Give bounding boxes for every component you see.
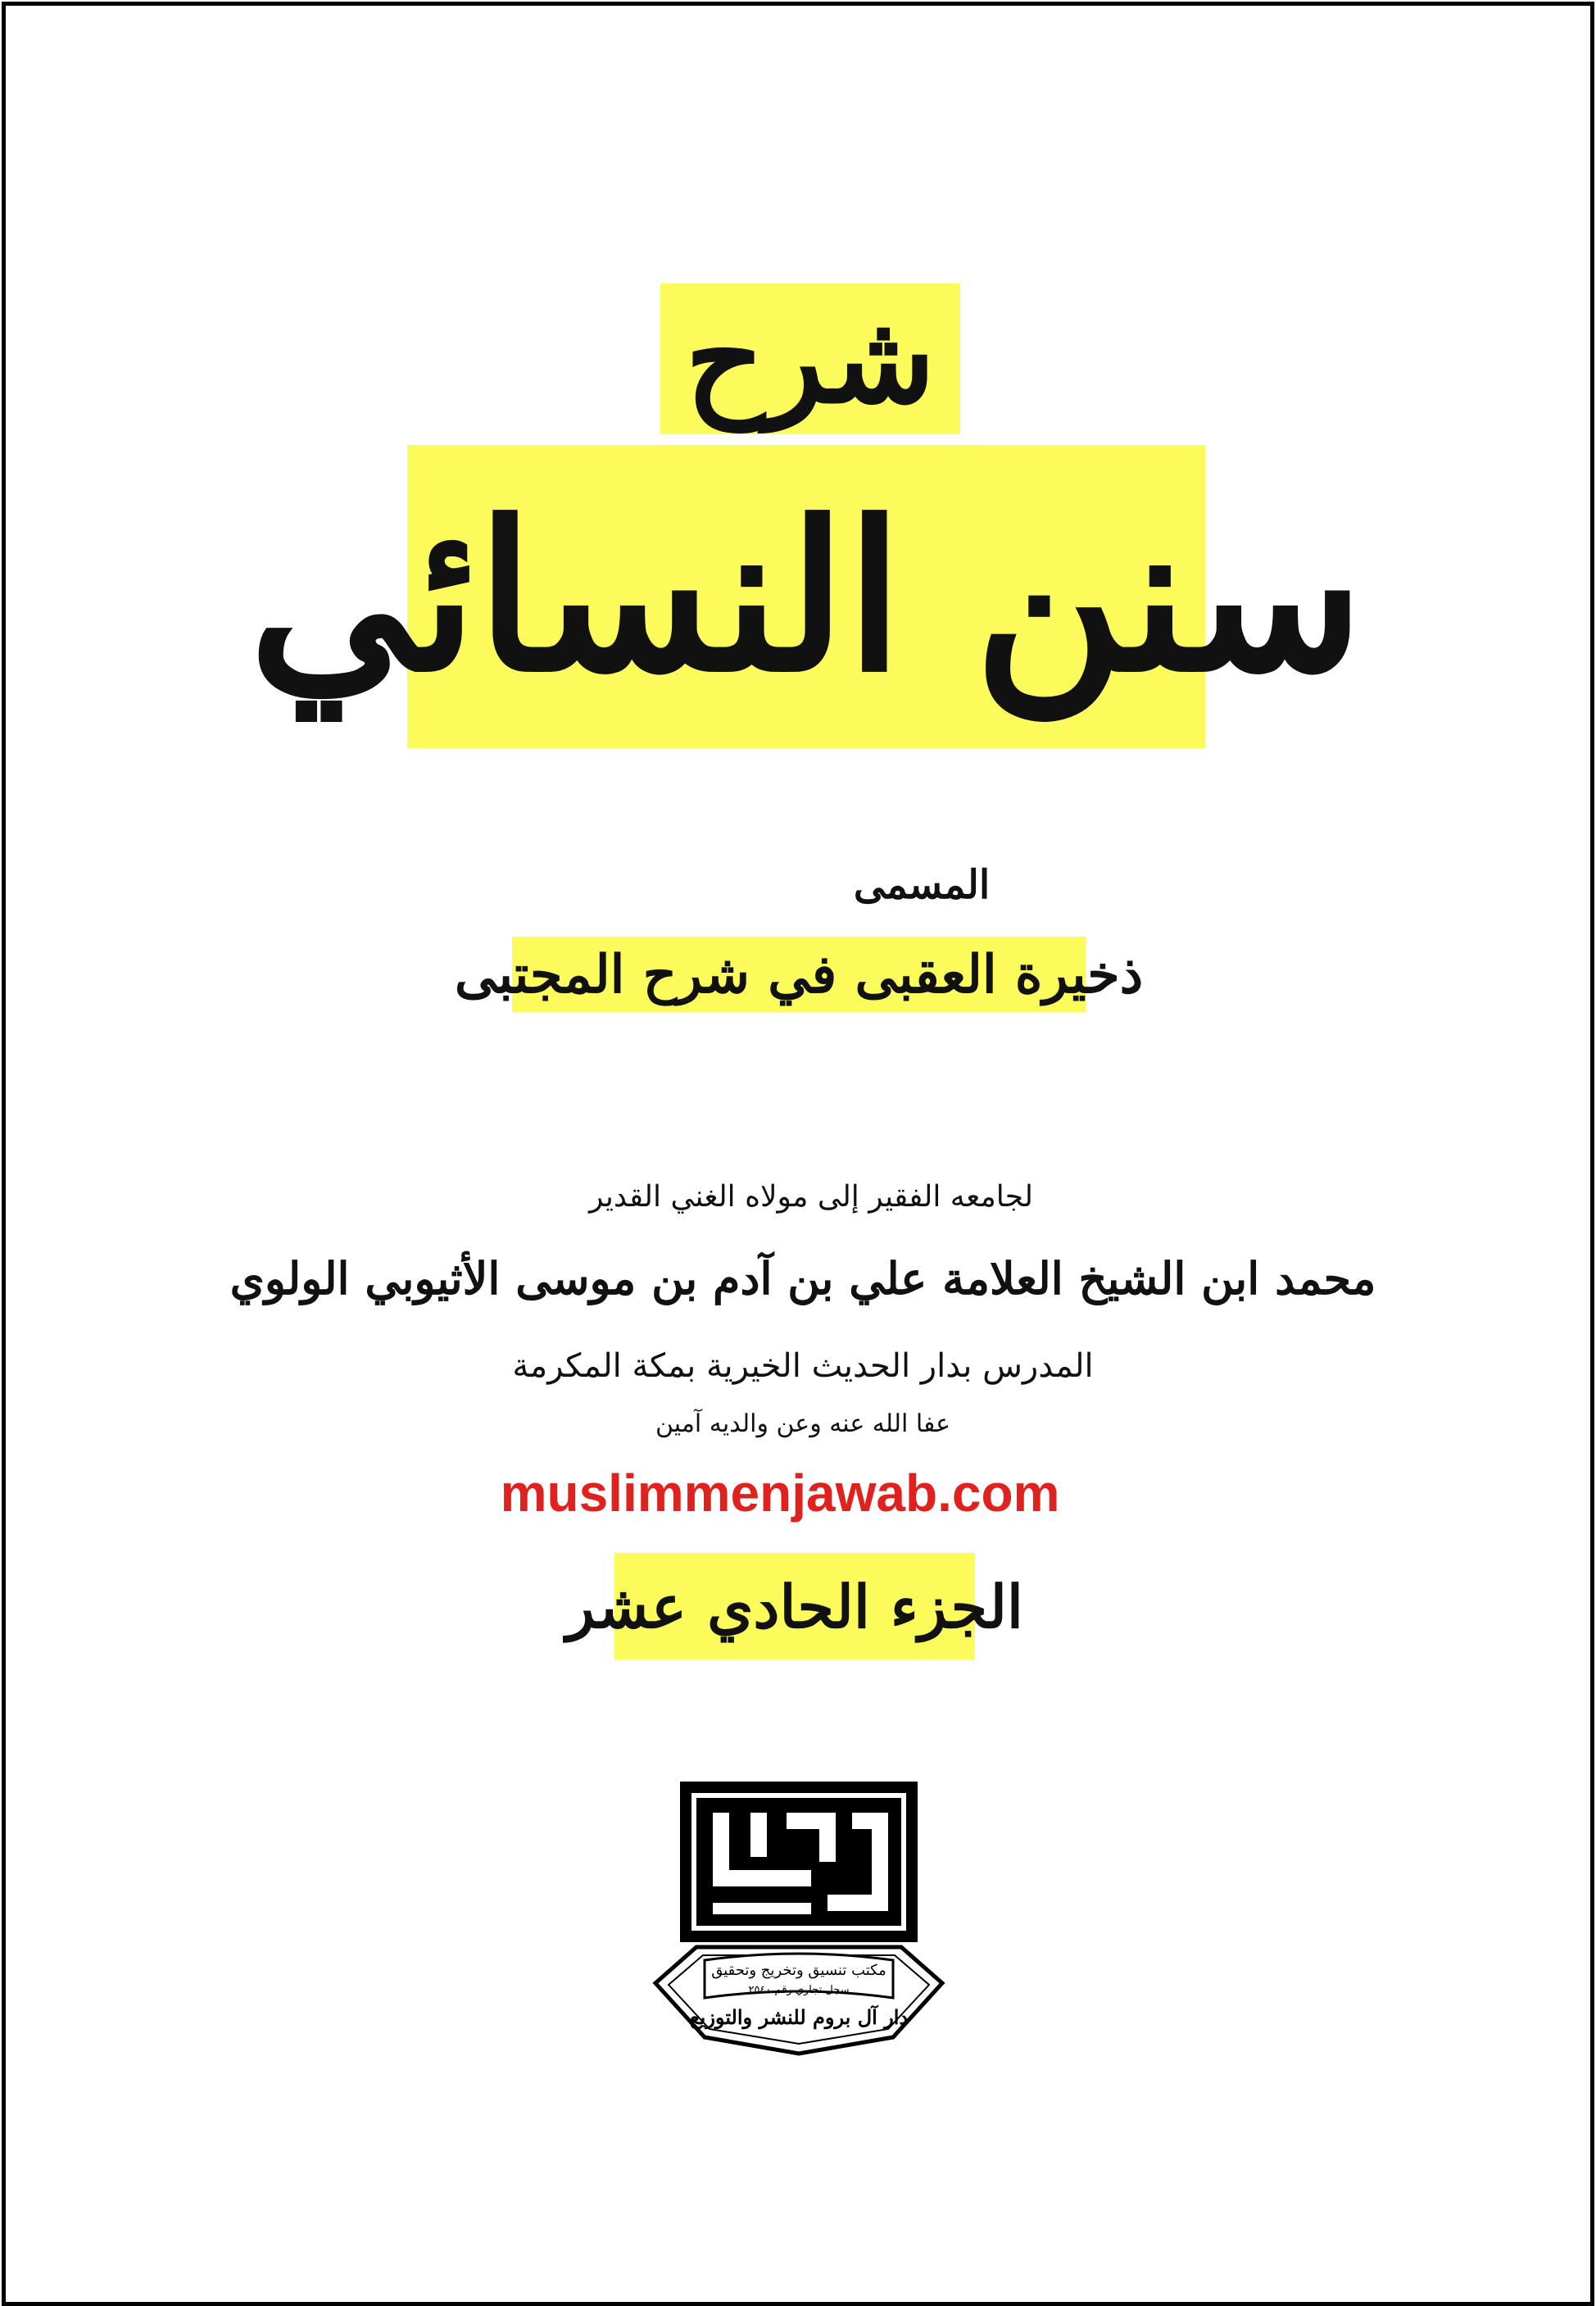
author-position: المدرس بدار الحديث الخيرية بمكة المكرمة <box>512 1347 1094 1385</box>
volume-label: الجزء الحادي عشر <box>614 1553 975 1659</box>
title-main: سنن النسائي <box>407 445 1205 748</box>
publisher-logo <box>647 1778 950 2057</box>
website-link[interactable]: muslimmenjawab.com <box>500 1464 1060 1523</box>
collector-label: لجامعه الفقير إلى مولاه الغني القدير <box>589 1179 1033 1214</box>
ribbon-line2: سجل تجاري رقم ٢٥٤٠ <box>748 1984 850 1996</box>
title-line1: شرح <box>660 284 960 434</box>
ribbon-line1: مكتب تنسيق وتخريج وتحقيق <box>711 1962 886 1979</box>
publisher-banner: دار آل بروم للنشر والتوزيع <box>689 2005 909 2029</box>
prayer-line: عفا الله عنه وعن والديه آمين <box>655 1409 951 1438</box>
author-name: محمد ابن الشيخ العلامة علي بن آدم بن موسى الأثيوبي الولوي <box>229 1252 1376 1305</box>
musamma-label: المسمى <box>853 862 991 908</box>
subtitle: ذخيرة العقبى في شرح المجتبى <box>512 937 1086 1012</box>
